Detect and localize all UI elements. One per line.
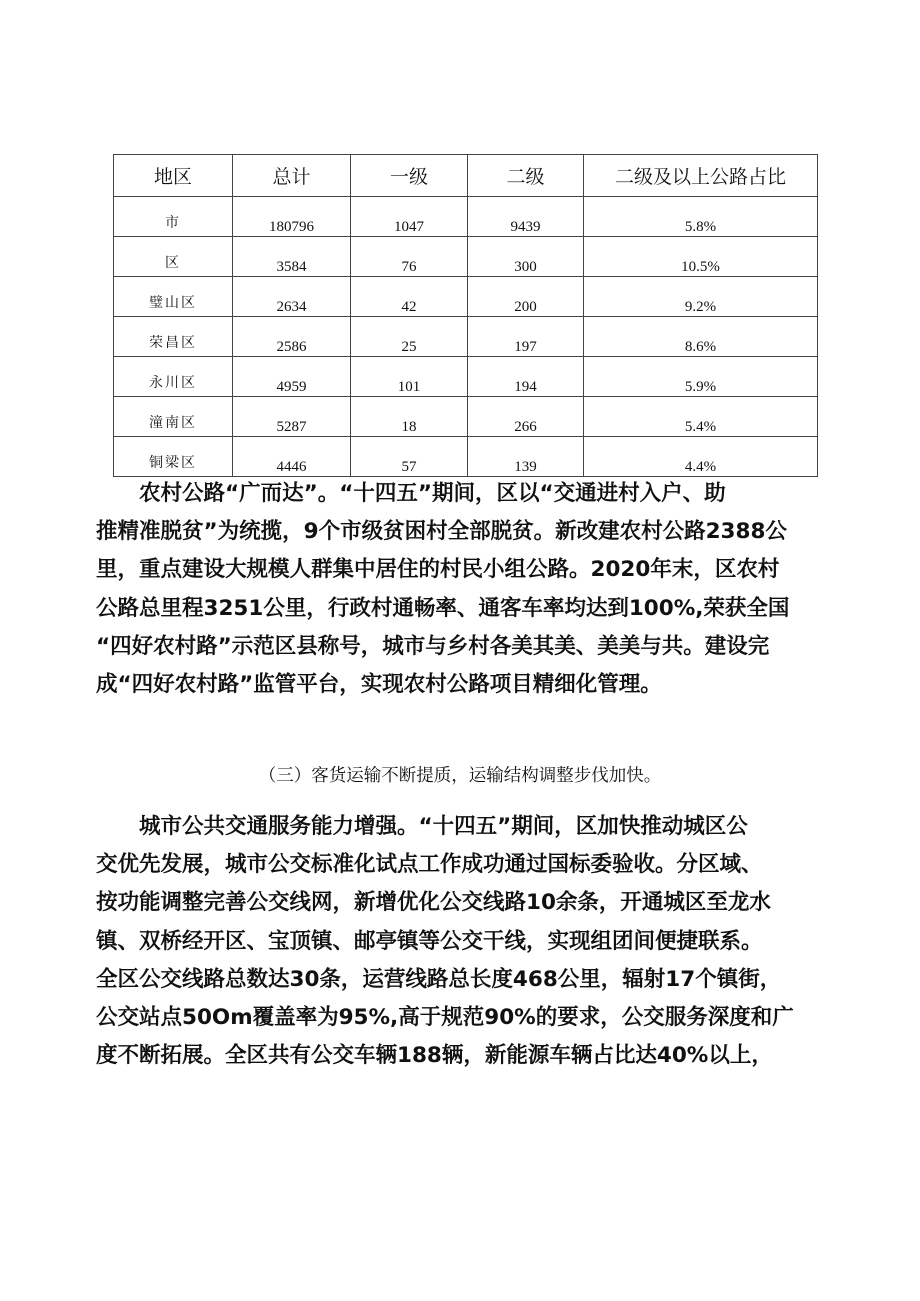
cell-ratio: 5.9% [584,357,818,397]
cell-grade-2: 197 [468,317,584,357]
cell-ratio: 9.2% [584,277,818,317]
cell-ratio: 4.4% [584,437,818,477]
paragraph-line: 公路总里程3251公里，行政村通畅率、通客车率均达到100%,荣获全国 [96,595,790,621]
cell-ratio: 10.5% [584,237,818,277]
cell-region: 永川区 [114,357,233,397]
cell-total: 4446 [233,437,351,477]
paragraph-line: 镇、双桥经开区、宝顶镇、邮亭镇等公交干线，实现组团间便捷联系。 [96,928,763,954]
header-grade-2: 二级 [468,155,584,197]
header-grade-1: 一级 [351,155,468,197]
cell-region: 区 [114,237,233,277]
cell-ratio: 5.4% [584,397,818,437]
cell-grade-1: 18 [351,397,468,437]
table-header-row [114,155,818,197]
cell-total: 5287 [233,397,351,437]
cell-region: 铜梁区 [114,437,233,477]
road-statistics-table [113,154,818,477]
cell-grade-1: 101 [351,357,468,397]
cell-total: 3584 [233,237,351,277]
cell-region: 潼南区 [114,397,233,437]
table-row [114,277,818,317]
cell-grade-2: 266 [468,397,584,437]
table-row [114,437,818,477]
cell-region: 璧山区 [114,277,233,317]
paragraph-line: 按功能调整完善公交线网，新增优化公交线路10余条，开通城区至龙水 [96,890,771,916]
cell-total: 2586 [233,317,351,357]
paragraph-line: 农村公路“广而达”。“十四五”期间，区以“交通进村入户、助 [139,481,726,506]
cell-region: 荣昌区 [114,317,233,357]
paragraph-line: 全区公交线路总数达30条，运营线路总长度468公里，辐射17个镇街， [96,966,782,992]
header-region: 地区 [114,155,233,197]
table-row [114,197,818,237]
cell-grade-1: 1047 [351,197,468,237]
cell-ratio: 5.8% [584,197,818,237]
paragraph-line: “四好农村路”示范区县称号，城市与乡村各美其美、美美与共。建设完 [96,633,770,659]
cell-total: 180796 [233,197,351,237]
paragraph-line: 交优先发展，城市公交标准化试点工作成功通过国标委验收。分区域、 [96,852,763,878]
paragraph-line: 度不断拓展。全区共有公交车辆188辆，新能源车辆占比达40%以上， [96,1043,773,1069]
cell-total: 2634 [233,277,351,317]
table-row [114,317,818,357]
cell-grade-2: 9439 [468,197,584,237]
paragraph-line: 里，重点建设大规模人群集中居住的村民小组公路。2020年末，区农村 [96,557,780,583]
cell-grade-2: 194 [468,357,584,397]
public-transit-paragraph [96,808,836,1075]
cell-grade-2: 200 [468,277,584,317]
paragraph-line: 推精准脱贫”为统揽，9个市级贫困村全部脱贫。新改建农村公路2388公 [96,519,787,545]
section-heading: （三）客货运输不断提质，运输结构调整步伐加快。 [258,766,662,786]
paragraph-line: 城市公共交通服务能力增强。“十四五”期间，区加快推动城区公 [139,814,748,839]
rural-roads-paragraph [96,475,836,704]
header-total: 总计 [233,155,351,197]
cell-region: 市 [114,197,233,237]
cell-grade-1: 57 [351,437,468,477]
cell-grade-1: 25 [351,317,468,357]
cell-grade-1: 76 [351,237,468,277]
table-row [114,357,818,397]
cell-ratio: 8.6% [584,317,818,357]
table-row [114,237,818,277]
cell-total: 4959 [233,357,351,397]
paragraph-line: 公交站点50Om覆盖率为95%,高于规范90%的要求，公交服务深度和广 [96,1005,794,1031]
header-ratio: 二级及以上公路占比 [584,155,818,197]
cell-grade-2: 300 [468,237,584,277]
cell-grade-2: 139 [468,437,584,477]
paragraph-line: 成“四好农村路”监管平台，实现农村公路项目精细化管理。 [96,672,662,698]
cell-grade-1: 42 [351,277,468,317]
table-row [114,397,818,437]
